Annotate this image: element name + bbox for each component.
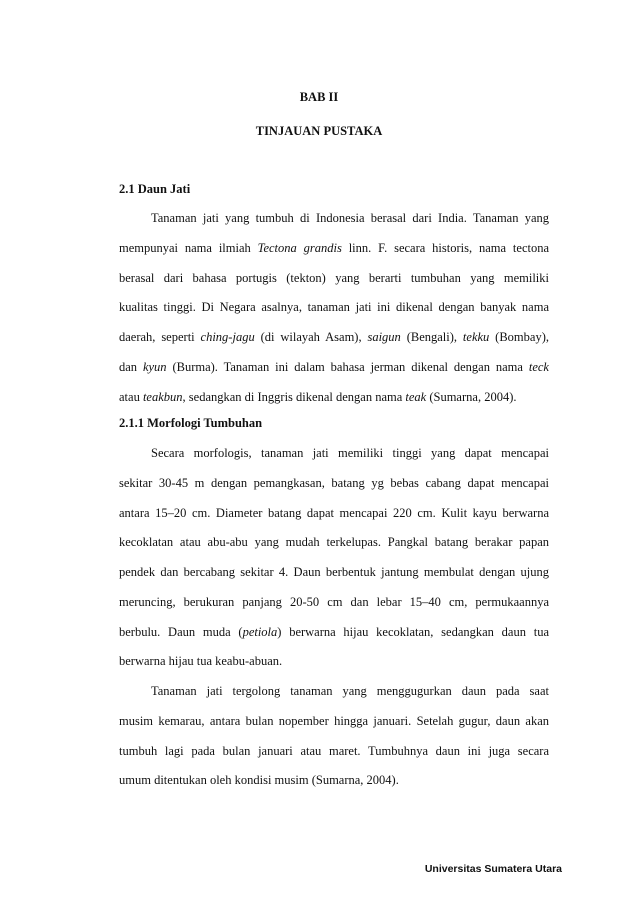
text-run: umum ditentukan oleh kondisi musim (Sumarna, 2004). <box>119 773 399 788</box>
text-line <box>119 713 549 743</box>
text-run: meruncing, berukuran panjang 20-50 cm dan lebar 15–40 cm, permukaannya <box>119 594 549 609</box>
text-run: (di wilayah Asam), <box>254 330 368 344</box>
text-run: , sedangkan di Inggris dikenal dengan nama <box>182 389 406 404</box>
text-line <box>119 359 549 389</box>
text-line <box>119 534 549 564</box>
text-run: Tanaman jati yang tumbuh di Indonesia berasal dari India. Tanaman yang <box>151 211 549 225</box>
text-line <box>119 624 549 654</box>
text-run: berwarna hijau tua keabu-abuan. <box>119 654 283 669</box>
chapter-number: BAB II <box>299 90 339 104</box>
paragraph-morfologi-2 <box>119 683 549 802</box>
footer-institution: Universitas Sumatera Utara <box>424 863 562 875</box>
text-line <box>119 653 549 683</box>
text-line <box>119 772 549 802</box>
paragraph-daun-jati <box>119 210 549 418</box>
section-heading-2-1: 2.1 Daun Jati <box>119 182 191 196</box>
text-run: mempunyai nama ilmiah <box>119 240 258 255</box>
italic-term: Tectona grandis <box>257 240 342 255</box>
text-run: tumbuh lagi pada bulan januari atau maret. Tumbuhnya daun ini juga secara <box>119 743 549 758</box>
text-run: daerah, seperti <box>119 330 201 344</box>
section-heading-2-1-1: 2.1.1 Morfologi Tumbuhan <box>119 416 263 430</box>
text-line <box>119 594 549 624</box>
chapter-title: TINJAUAN PUSTAKA <box>255 124 383 138</box>
text-run: sekitar 30-45 m dengan pemangkasan, batang yg bebas cabang dapat mencapai <box>119 475 549 490</box>
text-run: antara 15–20 cm. Diameter batang dapat mencapai 220 cm. Kulit kayu berwarna <box>119 505 549 520</box>
italic-term: ching-jagu <box>200 330 255 344</box>
italic-term: saigun <box>367 330 401 344</box>
italic-term: kyun <box>142 359 167 374</box>
text-run: Secara morfologis, tanaman jati memiliki tinggi yang dapat mencapai <box>151 446 549 460</box>
italic-term: teakbun <box>142 389 183 404</box>
text-run: atau <box>119 389 143 404</box>
text-line <box>119 240 549 270</box>
text-run: ) berwarna hijau kecoklatan, sedangkan daun tua <box>277 624 549 639</box>
text-run: kualitas tinggi. Di Negara asalnya, tanaman jati ini dikenal dengan banyak nama <box>119 300 549 315</box>
text-line <box>119 389 549 419</box>
text-line <box>119 475 549 505</box>
text-run: musim kemarau, antara bulan nopember hingga januari. Setelah gugur, daun akan <box>119 713 549 728</box>
text-run: (Sumarna, 2004). <box>426 389 517 404</box>
text-run: (Bombay), <box>489 330 549 344</box>
text-line <box>119 743 549 773</box>
text-run: Tanaman jati tergolong tanaman yang menggugurkan daun pada saat <box>151 684 549 698</box>
text-run: berasal dari bahasa portugis (tekton) yang berarti tumbuhan yang memiliki <box>119 270 549 285</box>
paragraph-morfologi-1 <box>119 445 549 683</box>
text-run: linn. F. secara historis, nama tectona <box>341 240 550 255</box>
text-run: kecoklatan atau abu-abu yang mudah terkelupas. Pangkal batang berakar papan <box>119 535 549 550</box>
italic-term: tekku <box>462 330 490 344</box>
italic-term: teak <box>405 389 427 404</box>
text-run: pendek dan bercabang sekitar 4. Daun berbentuk jantung membulat dengan ujung <box>119 565 549 579</box>
text-line <box>119 505 549 535</box>
text-run: dan <box>119 359 143 374</box>
text-run: (Burma). Tanaman ini dalam bahasa jerman dikenal dengan nama <box>166 359 529 374</box>
italic-term: petiola <box>242 624 278 639</box>
text-run: (Bengali), <box>400 330 463 344</box>
text-run: berbulu. Daun muda ( <box>119 624 243 639</box>
text-line <box>119 210 549 240</box>
text-line <box>119 683 549 713</box>
text-line <box>119 270 549 300</box>
italic-term: teck <box>528 359 549 374</box>
text-line <box>119 564 549 594</box>
text-line <box>119 445 549 475</box>
text-line <box>119 299 549 329</box>
text-line <box>119 329 549 359</box>
